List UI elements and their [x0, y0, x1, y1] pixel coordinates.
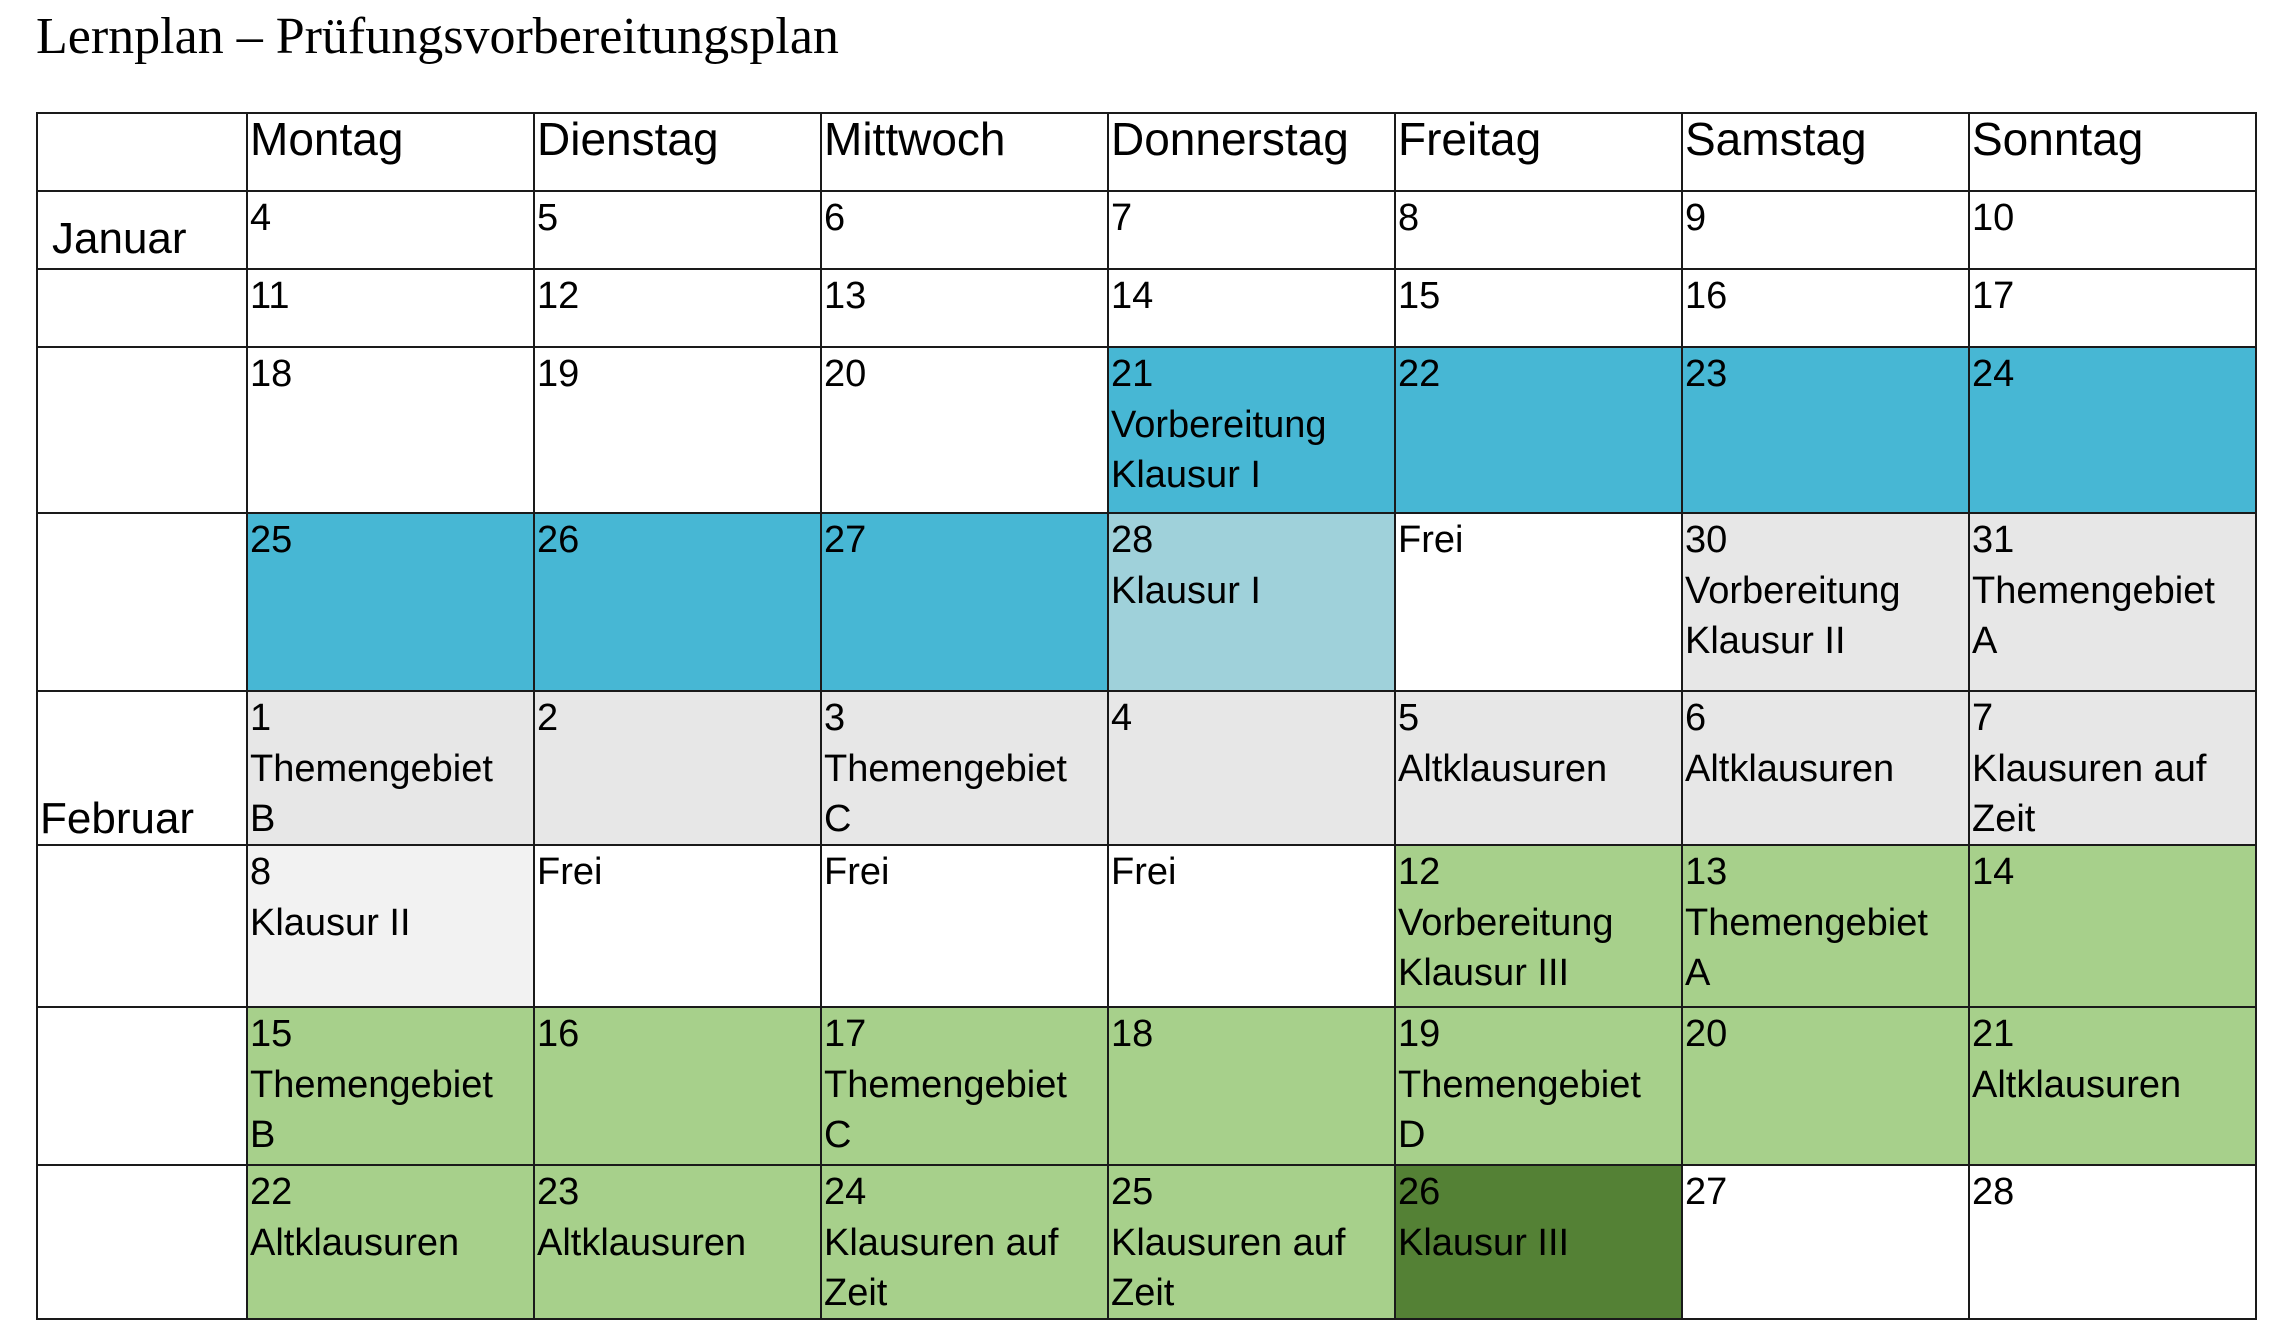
day-number: 9	[1685, 197, 1707, 239]
day-cell	[1682, 1007, 1969, 1165]
day-cell	[1969, 513, 2256, 691]
day-number: 8	[250, 851, 272, 893]
day-cell	[1108, 691, 1395, 845]
day-cell	[1108, 513, 1395, 691]
day-note: Klausur II	[250, 902, 411, 944]
day-number: 11	[250, 275, 290, 317]
week-row	[37, 1007, 2256, 1165]
day-number: 6	[824, 197, 846, 239]
study-plan-calendar	[36, 112, 2257, 1320]
weekday-header: Montag	[247, 113, 534, 191]
day-cell	[1682, 191, 1969, 269]
day-cell	[1108, 347, 1395, 513]
day-number: 24	[824, 1171, 867, 1213]
day-number: 7	[1972, 697, 1994, 739]
day-cell	[1108, 1165, 1395, 1319]
day-cell	[1395, 1165, 1682, 1319]
day-number: 19	[537, 353, 580, 395]
month-cell	[37, 513, 247, 691]
day-number: 1	[250, 697, 272, 739]
month-cell	[37, 191, 247, 269]
day-number: 20	[824, 353, 867, 395]
day-number: 23	[537, 1171, 580, 1213]
day-cell	[534, 845, 821, 1007]
day-note: Altklausuren	[537, 1222, 747, 1264]
day-cell	[1108, 269, 1395, 347]
day-number: 18	[250, 353, 293, 395]
day-number: 13	[1685, 851, 1728, 893]
day-number: 18	[1111, 1013, 1154, 1055]
day-number: 15	[250, 1013, 293, 1055]
day-number: 16	[537, 1013, 580, 1055]
day-number: 23	[1685, 353, 1728, 395]
day-cell	[1682, 347, 1969, 513]
day-cell	[1682, 845, 1969, 1007]
weekday-header: Mittwoch	[821, 113, 1108, 191]
day-number: 14	[1111, 275, 1154, 317]
day-note: Themengebiet C	[824, 1064, 1067, 1156]
day-cell	[247, 347, 534, 513]
day-note: Themengebiet A	[1972, 570, 2215, 662]
day-cell	[534, 269, 821, 347]
day-note: Altklausuren	[1972, 1064, 2182, 1106]
month-cell	[37, 269, 247, 347]
day-note: Altklausuren	[1685, 748, 1895, 790]
day-number: 3	[824, 697, 846, 739]
day-note: Klausuren auf Zeit	[824, 1222, 1059, 1314]
day-number: 15	[1398, 275, 1441, 317]
day-cell	[1969, 1007, 2256, 1165]
day-number: Frei	[1398, 519, 1464, 561]
day-cell	[1969, 347, 2256, 513]
week-row	[37, 191, 2256, 269]
month-cell	[37, 1165, 247, 1319]
month-cell	[37, 691, 247, 845]
day-cell	[247, 513, 534, 691]
day-cell	[1969, 1165, 2256, 1319]
day-cell	[1395, 513, 1682, 691]
day-cell	[1108, 1007, 1395, 1165]
day-number: 28	[1972, 1171, 2015, 1213]
day-cell	[1682, 691, 1969, 845]
day-cell	[1108, 845, 1395, 1007]
day-cell	[247, 1165, 534, 1319]
day-cell	[821, 691, 1108, 845]
day-number: 13	[824, 275, 867, 317]
weekday-header: Donnerstag	[1108, 113, 1395, 191]
day-note: Altklausuren	[250, 1222, 460, 1264]
page-title: Lernplan – Prüfungsvorbereitungsplan	[36, 8, 839, 65]
day-number: 28	[1111, 519, 1154, 561]
day-number: 31	[1972, 519, 2015, 561]
day-cell	[1682, 1165, 1969, 1319]
day-number: 8	[1398, 197, 1420, 239]
day-note: Klausur III	[1398, 1222, 1570, 1264]
day-number: 12	[1398, 851, 1441, 893]
day-cell	[534, 1165, 821, 1319]
day-cell	[247, 691, 534, 845]
day-note: Themengebiet A	[1685, 902, 1928, 994]
day-cell	[534, 347, 821, 513]
month-cell	[37, 347, 247, 513]
week-row	[37, 269, 2256, 347]
day-number: 12	[537, 275, 580, 317]
day-number: 4	[1111, 697, 1133, 739]
day-note: Themengebiet B	[250, 1064, 493, 1156]
day-note: Altklausuren	[1398, 748, 1608, 790]
day-cell	[1395, 1007, 1682, 1165]
day-number: 6	[1685, 697, 1707, 739]
day-cell	[1395, 191, 1682, 269]
weekday-header: Samstag	[1682, 113, 1969, 191]
day-note: Themengebiet D	[1398, 1064, 1641, 1156]
day-cell	[821, 845, 1108, 1007]
day-number: 5	[537, 197, 559, 239]
day-number: 22	[1398, 353, 1441, 395]
month-cell	[37, 845, 247, 1007]
day-note: Vorbereitung Klausur II	[1685, 570, 1901, 662]
week-row	[37, 513, 2256, 691]
day-number: 27	[1685, 1171, 1728, 1213]
day-cell	[534, 691, 821, 845]
day-note: Vorbereitung Klausur I	[1111, 404, 1327, 496]
day-number: 21	[1111, 353, 1154, 395]
day-cell	[1969, 269, 2256, 347]
day-number: 21	[1972, 1013, 2015, 1055]
day-cell	[534, 513, 821, 691]
day-cell	[1395, 845, 1682, 1007]
week-row	[37, 691, 2256, 845]
weekday-header-row	[37, 113, 2256, 191]
week-row	[37, 845, 2256, 1007]
day-number: 14	[1972, 851, 2015, 893]
day-cell	[821, 1007, 1108, 1165]
day-cell	[821, 513, 1108, 691]
day-number: 4	[250, 197, 272, 239]
day-cell	[1969, 691, 2256, 845]
day-cell	[1682, 269, 1969, 347]
month-label-january: Januar	[52, 214, 187, 263]
day-cell	[821, 1165, 1108, 1319]
day-cell	[1969, 845, 2256, 1007]
day-number: Frei	[1111, 851, 1177, 893]
day-cell	[1682, 513, 1969, 691]
month-label-february: Februar	[40, 794, 195, 843]
day-number: 17	[824, 1013, 867, 1055]
day-cell	[534, 191, 821, 269]
day-number: 5	[1398, 697, 1420, 739]
day-note: Klausur I	[1111, 570, 1261, 612]
weekday-header: Sonntag	[1969, 113, 2256, 191]
day-note: Themengebiet C	[824, 748, 1067, 840]
day-cell	[821, 269, 1108, 347]
day-number: Frei	[824, 851, 890, 893]
week-row	[37, 1165, 2256, 1319]
day-number: 10	[1972, 197, 2015, 239]
day-number: 30	[1685, 519, 1728, 561]
day-cell	[247, 1007, 534, 1165]
day-number: 25	[250, 519, 293, 561]
day-number: 20	[1685, 1013, 1728, 1055]
day-cell	[821, 191, 1108, 269]
day-number: 24	[1972, 353, 2015, 395]
day-number: 2	[537, 697, 559, 739]
day-cell	[1395, 347, 1682, 513]
day-number: 25	[1111, 1171, 1154, 1213]
day-cell	[247, 845, 534, 1007]
day-note: Klausuren auf Zeit	[1111, 1222, 1346, 1314]
day-cell	[1395, 269, 1682, 347]
day-number: 19	[1398, 1013, 1441, 1055]
day-cell	[1395, 691, 1682, 845]
corner-cell	[37, 113, 247, 191]
day-cell	[1969, 191, 2256, 269]
day-cell	[534, 1007, 821, 1165]
day-cell	[247, 269, 534, 347]
day-cell	[1108, 191, 1395, 269]
day-number: 22	[250, 1171, 293, 1213]
day-number: 16	[1685, 275, 1728, 317]
day-number: 26	[537, 519, 580, 561]
week-row	[37, 347, 2256, 513]
weekday-header: Freitag	[1395, 113, 1682, 191]
day-cell	[247, 191, 534, 269]
day-note: Klausuren auf Zeit	[1972, 748, 2207, 840]
day-number: 7	[1111, 197, 1133, 239]
day-number: 26	[1398, 1171, 1441, 1213]
day-cell	[821, 347, 1108, 513]
month-cell	[37, 1007, 247, 1165]
day-note: Themengebiet B	[250, 748, 493, 840]
day-number: 27	[824, 519, 867, 561]
day-number: Frei	[537, 851, 603, 893]
weekday-header: Dienstag	[534, 113, 821, 191]
day-note: Vorbereitung Klausur III	[1398, 902, 1614, 994]
day-number: 17	[1972, 275, 2015, 317]
